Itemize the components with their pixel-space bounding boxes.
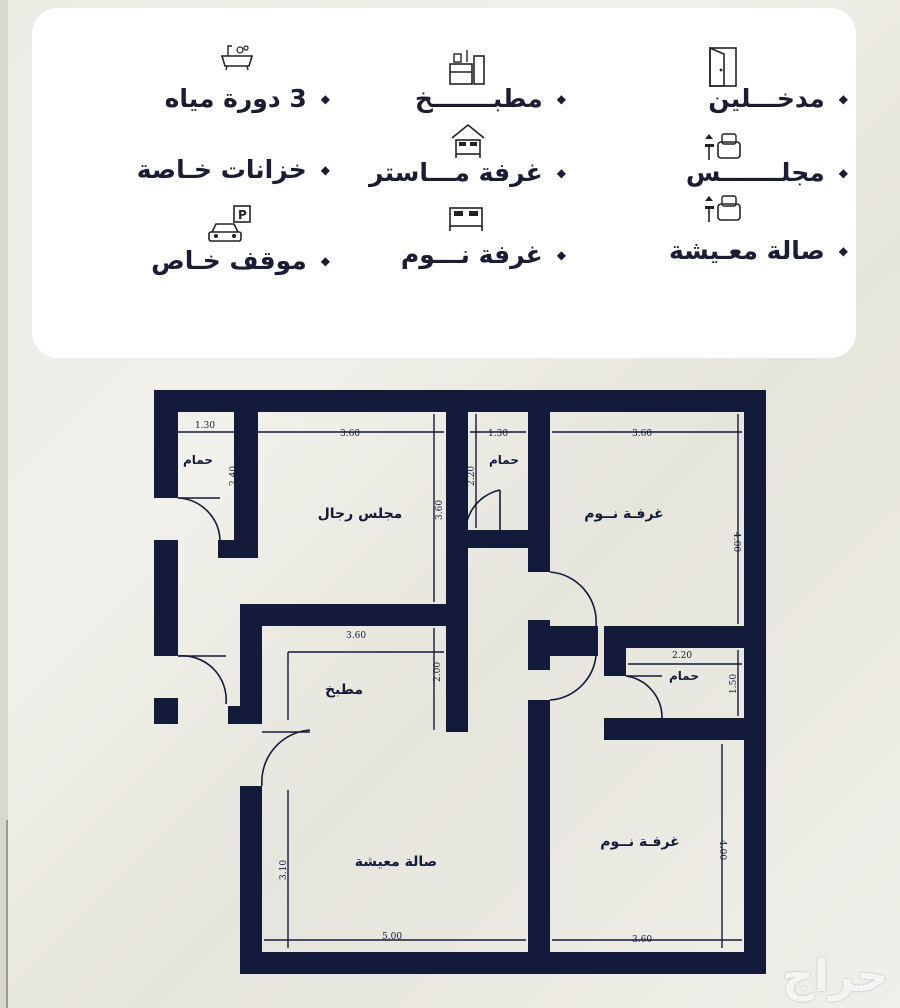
- dim-label: 3.10: [279, 859, 289, 880]
- bullet-icon: ◆: [320, 253, 330, 268]
- dim-label: 3.60: [632, 429, 653, 439]
- bullet-icon: ◆: [556, 247, 566, 262]
- room-bath-right: حمام: [669, 669, 699, 683]
- feature-label: موقف خـاص: [151, 246, 307, 275]
- bullet-icon: ◆: [320, 91, 330, 106]
- feature-label: 3 دورة مياه: [164, 84, 307, 113]
- room-bedroom-top: غرفـة نــوم: [584, 506, 664, 522]
- bullet-icon: ◆: [320, 162, 330, 177]
- dim-label: 3.60: [435, 499, 445, 520]
- feature-label: مدخـــلين: [708, 84, 825, 113]
- room-bedroom-bottom: غرفـة نــوم: [600, 834, 680, 850]
- room-mens-majlis: مجلس رجال: [317, 506, 403, 522]
- dim-label: 1.30: [195, 421, 216, 431]
- room-kitchen: مطبخ: [324, 682, 364, 698]
- room-living: صالة معيشة: [354, 854, 438, 870]
- room-bath-mid: حمام: [489, 453, 519, 467]
- feature-label: صالة معـيشة: [669, 236, 825, 265]
- dim-label: 3.60: [346, 631, 367, 641]
- dim-label: 2.00: [433, 661, 443, 682]
- feature-label: غرفة نـــوم: [400, 240, 543, 269]
- watermark-logo: حراج: [782, 951, 888, 1002]
- bullet-icon: ◆: [838, 243, 848, 258]
- dim-label: 3.60: [632, 935, 653, 945]
- feature-label: مجلـــــــس: [685, 158, 825, 187]
- dim-label: 3.60: [340, 429, 361, 439]
- feature-label: غرفة مـــاستر: [369, 158, 543, 187]
- dim-label: 2.20: [467, 465, 477, 486]
- dim-label: 2.40: [229, 465, 239, 486]
- bullet-icon: ◆: [556, 91, 566, 106]
- bullet-icon: ◆: [556, 165, 566, 180]
- dim-label: 1.30: [488, 429, 509, 439]
- bullet-icon: ◆: [838, 165, 848, 180]
- bullet-icon: ◆: [838, 91, 848, 106]
- dim-label: 2.20: [672, 651, 693, 661]
- room-bath-left: حمام: [183, 453, 213, 467]
- dim-label: 5.00: [382, 932, 403, 942]
- feature-label: مطبـــــــخ: [414, 84, 543, 113]
- dim-label: 4.00: [731, 532, 741, 553]
- svg-text:P: P: [238, 208, 247, 222]
- feature-label: خزانات خـاصة: [136, 155, 307, 184]
- dim-label: 1.50: [729, 673, 739, 694]
- dim-label: 4.00: [717, 840, 727, 861]
